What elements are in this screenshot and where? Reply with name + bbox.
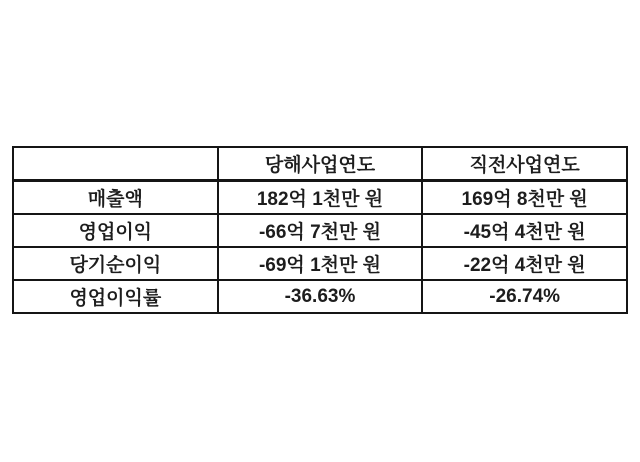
column-header-previous-fiscal-year: 직전사업연도 [422,147,627,181]
net-income-previous-value: -22억 4천만 원 [422,247,627,280]
revenue-current-value: 182억 1천만 원 [218,181,423,215]
column-header-current-fiscal-year: 당해사업연도 [218,147,423,181]
row-label-operating-margin: 영업이익률 [13,280,218,313]
operating-profit-current-value: -66억 7천만 원 [218,214,423,247]
row-label-revenue: 매출액 [13,181,218,215]
table-row-operating-profit [13,214,627,247]
table-row-operating-margin [13,280,627,313]
financial-summary-table-wrap [12,146,628,314]
revenue-previous-value: 169억 8천만 원 [422,181,627,215]
row-label-net-income: 당기순이익 [13,247,218,280]
header-row [13,147,627,181]
financial-summary-table [12,146,628,314]
row-label-operating-profit: 영업이익 [13,214,218,247]
operating-profit-previous-value: -45억 4천만 원 [422,214,627,247]
net-income-current-value: -69억 1천만 원 [218,247,423,280]
table-row-net-income [13,247,627,280]
operating-margin-current-value: -36.63% [218,280,423,313]
table-row-revenue [13,181,627,215]
column-header-metric [13,147,218,181]
operating-margin-previous-value: -26.74% [422,280,627,313]
